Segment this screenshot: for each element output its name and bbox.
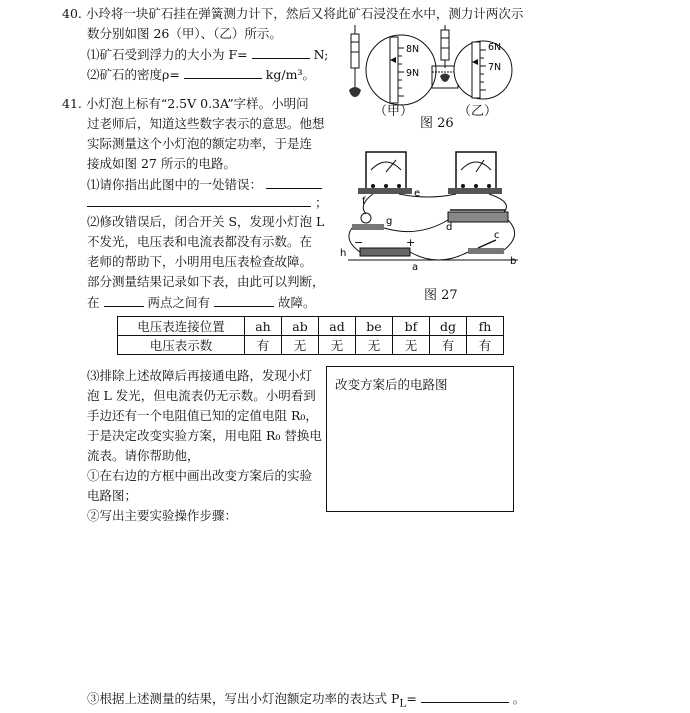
q41-p3-line-4: 于是决定改变实验方案，用电阻 R₀ 替换电 (87, 428, 322, 443)
q40-sub1-text: ⑴矿石受到浮力的大小为 F= (87, 47, 248, 62)
q41-p3-line-6: ①在右边的方框中画出改变方案后的实验 (87, 468, 313, 483)
table-cell: fh (467, 317, 504, 336)
q41-line-8: 老师的帮助下，小明用电压表检查故障。 (87, 254, 313, 269)
q41-line-6: ⑵修改错误后，闭合开关 S，发现小灯泡 L (87, 214, 325, 229)
buoyancy-answer-blank[interactable] (252, 46, 310, 59)
q40-line-2: 数分别如图 26（甲）、（乙）所示。 (87, 26, 282, 41)
q40-sub2-unit: kg/m³。 (265, 67, 315, 82)
table-cell: 有 (245, 336, 282, 355)
q41-line-9: 部分测量结果记录如下表，由此可以判断， (87, 274, 325, 289)
table-cell: ah (245, 317, 282, 336)
table-cell: ab (282, 317, 319, 336)
terminal-f: f (362, 196, 366, 207)
table-cell: 无 (282, 336, 319, 355)
terminal-c: c (494, 230, 500, 241)
expression-text: ③根据上述测量的结果，写出小灯泡额定功率的表达式 P (87, 691, 400, 706)
q41-line-7: 不发光，电压表和电流表都没有示数。在 (87, 234, 313, 249)
q41-p3-line-1: ⑶排除上述故障后再接通电路，发现小灯 (87, 368, 313, 383)
battery-plus: + (406, 236, 416, 249)
q41-line-2: 过老师后，知道这些数字表示的意思。他想 (87, 116, 325, 131)
yi-scale-top-label: 6N (488, 42, 502, 53)
q41-sub-1-line-2 (87, 194, 328, 211)
terminal-e: e (414, 188, 421, 199)
figure-26-label-jia: （甲） (374, 104, 414, 119)
table-header-cell: 电压表连接位置 (118, 317, 245, 336)
q41-zai: 在 (87, 295, 100, 310)
q41-p3-line-2: 泡 L 发光，但电流表仍无示数。小明看到 (87, 388, 316, 403)
table-cell: be (356, 317, 393, 336)
error-answer-blank-2[interactable] (87, 194, 311, 207)
table-cell: 无 (356, 336, 393, 355)
q41-line-4: 接成如图 27 所示的电路。 (87, 156, 236, 171)
table-row (118, 317, 504, 336)
power-expression-blank[interactable] (421, 690, 509, 703)
q41-fault: 故障。 (277, 295, 316, 310)
q40-line-1: 40. 小玲将一块矿石挂在弹簧测力计下，然后又将此矿石浸没在水中，测力计两次示 (62, 6, 524, 21)
q41-sub1-text: ⑴请你指出此图中的一处错误： (87, 177, 263, 192)
figure-27-circuit (338, 140, 528, 280)
voltmeter-results-table (117, 316, 504, 355)
q40-sub2-text: ⑵矿石的密度ρ= (87, 67, 180, 82)
figure-27-caption: 图 27 (424, 288, 458, 303)
table-cell: 有 (467, 336, 504, 355)
q41-line-1: 41. 小灯泡上标有“2.5V 0.3A”字样。小明问 (62, 96, 309, 111)
terminal-h: h (340, 248, 347, 259)
circuit-diagram-answer-box[interactable] (326, 366, 514, 512)
fault-points-blank[interactable] (104, 294, 144, 307)
q41-p3-line-7: 电路图； (87, 488, 138, 503)
q41-line-10 (87, 294, 315, 311)
expression-end: 。 (512, 691, 526, 706)
q40-sub1-unit: N; (313, 47, 329, 62)
table-row (118, 336, 504, 355)
q41-line-3: 实际测量这个小灯泡的额定功率，于是连 (87, 136, 313, 151)
figure-26-caption: 图 26 (420, 116, 454, 131)
table-cell: dg (430, 317, 467, 336)
q41-p3-line-5: 流表。请你帮助他， (87, 448, 200, 463)
terminal-a: a (412, 262, 419, 273)
density-answer-blank[interactable] (184, 66, 262, 79)
table-cell: bf (393, 317, 430, 336)
table-cell: 无 (393, 336, 430, 355)
table-cell: 无 (319, 336, 356, 355)
table-cell: 有 (430, 336, 467, 355)
fault-type-blank[interactable] (214, 294, 274, 307)
expression-subscript: L (399, 697, 407, 710)
expression-equals: = (406, 691, 417, 706)
q41-p3-line-3: 手边还有一个电阻值已知的定值电阻 R₀， (87, 408, 318, 423)
error-answer-blank-1[interactable] (266, 176, 322, 189)
q41-p3-expression (87, 690, 525, 712)
q41-between: 两点之间有 (147, 295, 210, 310)
q40-sub-2 (87, 66, 315, 83)
q41-semicolon: ； (314, 195, 328, 210)
ammeter (448, 152, 502, 194)
jia-scale-top-label: 8N (406, 44, 420, 55)
q41-sub-1 (87, 176, 322, 193)
terminal-d: d (446, 222, 453, 233)
answer-box-title: 改变方案后的电路图 (335, 377, 448, 392)
voltmeter (358, 152, 412, 194)
terminal-g: g (386, 216, 393, 227)
yi-scale-bottom-label: 7N (488, 62, 502, 73)
figure-26-label-yi: （乙） (458, 104, 498, 119)
table-cell: ad (319, 317, 356, 336)
q41-p3-line-8: ②写出主要实验操作步骤： (87, 508, 238, 523)
table-header-cell: 电压表示数 (118, 336, 245, 355)
q40-sub-1 (87, 46, 328, 63)
battery-minus: − (354, 236, 364, 249)
terminal-b: b (510, 256, 517, 267)
jia-scale-bottom-label: 9N (406, 68, 420, 79)
